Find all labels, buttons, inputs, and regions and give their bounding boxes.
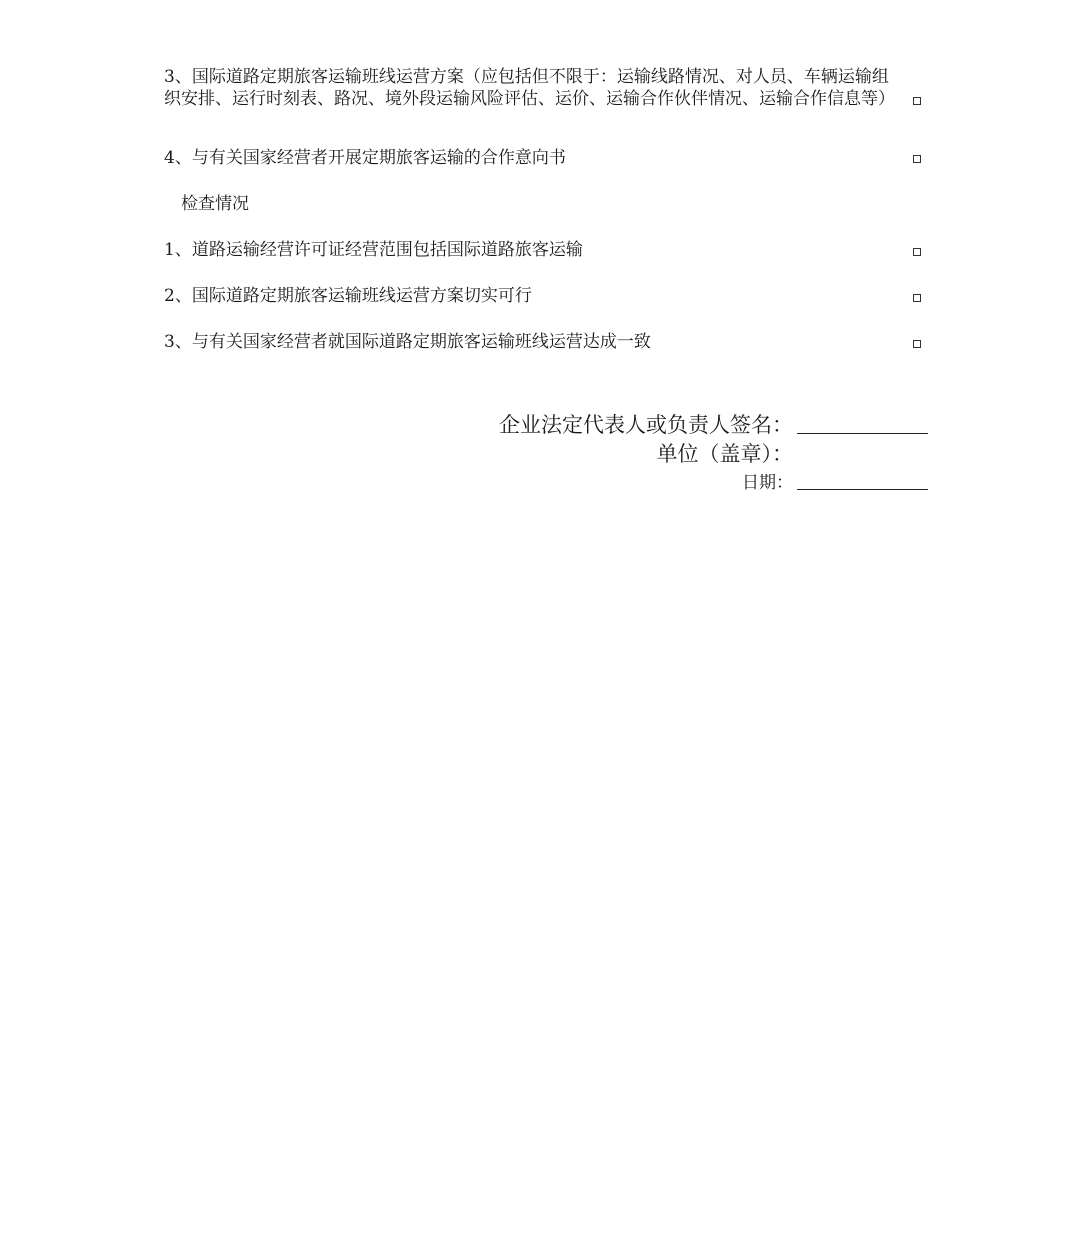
material-item-cooperation-letter: [164, 147, 894, 169]
signature-legal-rep-label: 企业法定代表人或负责人签名：: [499, 413, 793, 437]
inspection-item-plan-feasible-checkbox[interactable]: [913, 294, 921, 302]
material-item-operation-plan: [164, 66, 894, 110]
inspection-section-title: 检查情况: [181, 194, 249, 214]
material-item-text: 3、国际道路定期旅客运输班线运营方案（应包括但不限于：运输线路情况、对人员、车辆运输组织安排、运行时刻表、路况、境外段运输风险评估、运价、运输合作伙伴情况、运输合作信息等）: [164, 67, 895, 109]
signature-date-row: [742, 472, 928, 494]
signature-legal-rep-row: [499, 412, 928, 438]
inspection-item-agreement-reached: [164, 331, 894, 353]
signature-unit-row: [657, 441, 929, 467]
material-item-operation-plan-checkbox[interactable]: [913, 97, 921, 105]
inspection-item-license-scope-checkbox[interactable]: [913, 248, 921, 256]
inspection-item-license-scope: [164, 239, 894, 261]
signature-date-line[interactable]: [797, 488, 928, 490]
signature-legal-rep-line[interactable]: [797, 432, 928, 434]
material-item-text: 4、与有关国家经营者开展定期旅客运输的合作意向书: [164, 148, 566, 168]
inspection-item-agreement-reached-checkbox[interactable]: [913, 340, 921, 348]
inspection-item-plan-feasible: [164, 285, 894, 307]
signature-unit-label: 单位（盖章）：: [656, 442, 793, 466]
material-item-cooperation-letter-checkbox[interactable]: [913, 155, 921, 163]
signature-date-label: 日期：: [742, 473, 793, 493]
inspection-item-text: 1、道路运输经营许可证经营范围包括国际道路旅客运输: [164, 240, 583, 260]
inspection-item-text: 2、国际道路定期旅客运输班线运营方案切实可行: [164, 286, 532, 306]
inspection-item-text: 3、与有关国家经营者就国际道路定期旅客运输班线运营达成一致: [164, 332, 651, 352]
